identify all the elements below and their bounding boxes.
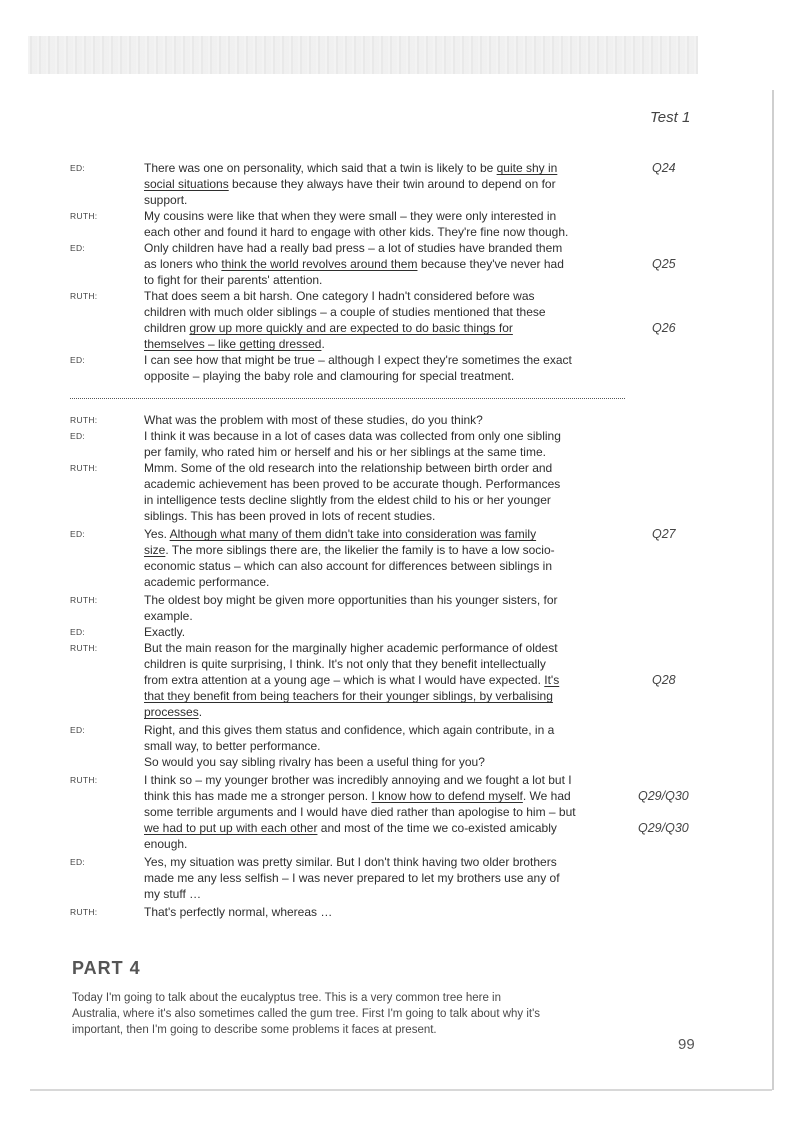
transcript-line: children grow up more quickly and are expected to do basic things for (144, 321, 513, 335)
speaker-label: ED: (70, 857, 86, 867)
speaker-label: ED: (70, 725, 86, 735)
transcript-line: social situations because they always have their twin around to depend on for (144, 177, 556, 191)
transcript-line: I can see how that might be true – although I expect they're sometimes the exact (144, 353, 572, 367)
question-number: Q24 (652, 161, 676, 175)
answer-underline: we had to put up with each other (144, 821, 318, 835)
speaker-label: RUTH: (70, 463, 98, 473)
speaker-label: ED: (70, 163, 86, 173)
transcript-line: made me any less selfish – I was never prepared to let my brothers use any of (144, 871, 560, 885)
transcript-line: processes. (144, 705, 203, 719)
question-number: Q29/Q30 (638, 821, 689, 835)
transcript-line: But the main reason for the marginally higher academic performance of oldest (144, 641, 558, 655)
transcript-line: some terrible arguments and I would have died rather than apologise to him – but (144, 805, 576, 819)
speaker-label: RUTH: (70, 643, 98, 653)
transcript-line: themselves – like getting dressed. (144, 337, 325, 351)
transcript-line: academic performance. (144, 575, 270, 589)
scan-edge-line (772, 90, 774, 1090)
part-heading: PART 4 (72, 958, 141, 978)
question-number: Q28 (652, 673, 676, 687)
speaker-label: ED: (70, 243, 86, 253)
answer-underline: Although what many of them didn't take into consideration was family (169, 527, 537, 541)
answer-underline: It's (544, 673, 560, 687)
transcript-line: opposite – playing the baby role and clamouring for special treatment. (144, 369, 515, 383)
speaker-label: RUTH: (70, 291, 98, 301)
transcript-line: small way, to better performance. (144, 739, 321, 753)
transcript-line: My cousins were like that when they were small – they were only interested in (144, 209, 557, 223)
transcript-line: as loners who think the world revolves around them because they've never had (144, 257, 564, 271)
speaker-label: ED: (70, 355, 86, 365)
transcript-line: That's perfectly normal, whereas … (144, 905, 333, 919)
transcript-line: Only children have had a really bad press – a lot of studies have branded them (144, 241, 563, 255)
speaker-label: RUTH: (70, 775, 98, 785)
transcript-line: we had to put up with each other and most of the time we co-existed amicably (144, 821, 557, 835)
transcript-line: economic status – which can also account for differences between siblings in (144, 559, 553, 573)
answer-underline: social situations (144, 177, 229, 191)
transcript-line: What was the problem with most of these studies, do you think? (144, 413, 483, 427)
transcript-line (144, 688, 553, 704)
answer-underline: processes (144, 705, 199, 719)
speaker-label: ED: (70, 529, 86, 539)
speaker-label: RUTH: (70, 415, 98, 425)
answer-underline: quite shy in (496, 161, 558, 175)
question-number: Q26 (652, 321, 676, 335)
scan-footer-line (30, 1089, 772, 1091)
answer-underline: that they benefit from being teachers for their younger siblings, by verbalising (144, 689, 553, 703)
transcript-line: academic achievement has been proved to be accurate though. Performances (144, 477, 561, 491)
transcript-line: in intelligence tests decline slightly from the eldest child to his or her younger (144, 493, 551, 507)
transcript-line: size. The more siblings there are, the likelier the family is to have a low socio- (144, 543, 555, 557)
transcript-line: Mmm. Some of the old research into the relationship between birth order and (144, 461, 553, 475)
answer-underline: think the world revolves around them (221, 257, 418, 271)
speaker-label: RUTH: (70, 211, 98, 221)
transcript-line: Yes. Although what many of them didn't take into consideration was family (144, 527, 537, 541)
transcript-line: So would you say sibling rivalry has been a useful thing for you? (144, 755, 485, 769)
question-number: Q27 (652, 527, 676, 541)
transcript-line: There was one on personality, which said that a twin is likely to be quite shy in (144, 161, 558, 175)
page-number: 99 (678, 1036, 695, 1053)
transcript-line: from extra attention at a young age – which is what I would have expected. It's (144, 673, 560, 687)
transcript-line: to fight for their parents' attention. (144, 273, 323, 287)
answer-underline: themselves – like getting dressed (144, 337, 322, 351)
speaker-label: ED: (70, 431, 86, 441)
answer-underline: grow up more quickly and are expected to do basic things for (189, 321, 513, 335)
transcript-line: Right, and this gives them status and confidence, which again contribute, in a (144, 723, 555, 737)
transcript-line: children is quite surprising, I think. It's not only that they benefit intellectually (144, 657, 546, 671)
transcript-line: enough. (144, 837, 188, 851)
transcript-line: The oldest boy might be given more opportunities than his younger sisters, for (144, 593, 558, 607)
paragraph-line: Today I'm going to talk about the eucalyptus tree. This is a very common tree here in (72, 992, 501, 1004)
paragraph-line: important, then I'm going to describe some problems it faces at present. (72, 1024, 437, 1036)
transcript-line: siblings. This has been proved in lots of recent studies. (144, 509, 436, 523)
transcript-line: I think so – my younger brother was incredibly annoying and we fought a lot but I (144, 773, 572, 787)
speaker-label: RUTH: (70, 907, 98, 917)
transcript-line: my stuff … (144, 887, 202, 901)
transcript-line: example. (144, 609, 193, 623)
speaker-label: ED: (70, 627, 86, 637)
transcript-line: Exactly. (144, 625, 186, 639)
transcript-line: support. (144, 193, 188, 207)
transcript-line: think this has made me a stronger person. I know how to defend myself. We had (144, 789, 571, 803)
question-number: Q25 (652, 257, 676, 271)
section-divider (70, 398, 625, 399)
paragraph-line: Australia, where it's also sometimes called the gum tree. First I'm going to talk about why it's (72, 1008, 541, 1020)
answer-underline: size (144, 543, 166, 557)
transcript-line: That does seem a bit harsh. One category I hadn't considered before was (144, 289, 535, 303)
question-number: Q29/Q30 (638, 789, 689, 803)
transcript-line: each other and found it hard to engage with other kids. They're fine now though. (144, 225, 569, 239)
transcript-line: I think it was because in a lot of cases data was collected from only one sibling (144, 429, 561, 443)
transcript-line: Yes, my situation was pretty similar. But I don't think having two older brothers (144, 855, 557, 869)
answer-underline: I know how to defend myself (371, 789, 523, 803)
speaker-label: RUTH: (70, 595, 98, 605)
transcript-line: per family, who rated him or herself and his or her siblings at the same time. (144, 445, 546, 459)
scan-header-artifact (28, 36, 698, 74)
test-label: Test 1 (650, 109, 691, 126)
transcript-line: children with much older siblings – a couple of studies mentioned that these (144, 305, 546, 319)
